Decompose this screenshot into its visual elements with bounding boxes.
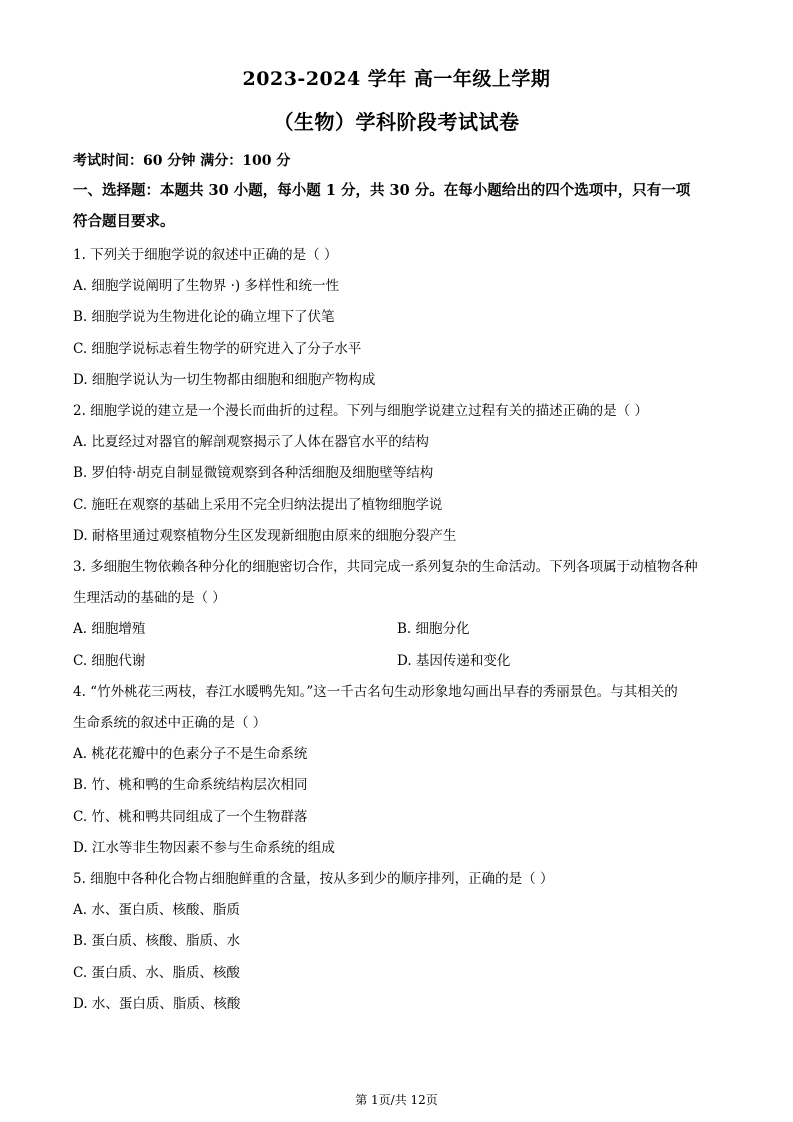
question-4-option-c: C. 竹、桃和鸭共同组成了一个生物群落 [73, 809, 308, 825]
question-3-option-d: D. 基因传递和变化 [397, 653, 511, 669]
question-1-option-d: D. 细胞学说认为一切生物都由细胞和细胞产物构成 [73, 372, 376, 388]
question-4-stem-line1: 4. “竹外桃花三两枝，春江水暖鸭先知。”这一千古名句生动形象地勾画出早春的秀丽景色。与其相关的 [73, 684, 678, 700]
section-heading [73, 175, 733, 237]
question-5-option-b: B. 蛋白质、核酸、脂质、水 [73, 933, 241, 949]
question-3-stem-line2: 生理活动的基础的是（ ） [73, 590, 226, 606]
question-3-option-b: B. 细胞分化 [397, 621, 470, 637]
section-heading-line2: 符合题目要求。 [73, 213, 175, 230]
question-3-stem-line1: 3. 多细胞生物依赖各种分化的细胞密切合作，共同完成一系列复杂的生命活动。下列各项属于动植物各种 [73, 559, 698, 575]
question-2-option-a: A. 比夏经过对器官的解剖观察揭示了人体在器官水平的结构 [73, 434, 429, 450]
page-number: 第 1页/共 12页 [355, 1093, 438, 1107]
question-1-option-b: B. 细胞学说为生物进化论的确立埋下了伏笔 [73, 309, 335, 325]
question-4-option-a: A. 桃花花瓣中的色素分子不是生命系统 [73, 746, 308, 762]
question-4-stem-line2: 生命系统的叙述中正确的是（ ） [73, 715, 267, 731]
question-4-option-d: D. 江水等非生物因素不参与生命系统的组成 [73, 840, 335, 856]
exam-info: 考试时间：60 分钟 满分：100 分 [73, 153, 291, 169]
question-5-option-c: C. 蛋白质、水、脂质、核酸 [73, 965, 240, 981]
question-1-stem: 1. 下列关于细胞学说的叙述中正确的是（ ） [73, 247, 338, 263]
question-5-option-a: A. 水、蛋白质、核酸、脂质 [73, 902, 240, 918]
question-5-option-d: D. 水、蛋白质、脂质、核酸 [73, 996, 241, 1012]
question-3-option-c: C. 细胞代谢 [73, 653, 146, 669]
question-5-stem: 5. 细胞中各种化合物占细胞鲜重的含量，按从多到少的顺序排列，正确的是（ ） [73, 871, 554, 887]
section-heading-line1: 一、选择题：本题共 30 小题，每小题 1 分，共 30 分。在每小题给出的四个选项中，只有一项 [73, 182, 691, 199]
question-2-option-b: B. 罗伯特·胡克自制显微镜观察到各种活细胞及细胞壁等结构 [73, 465, 434, 481]
question-4-option-b: B. 竹、桃和鸭的生命系统结构层次相同 [73, 777, 308, 793]
question-1-option-c: C. 细胞学说标志着生物学的研究进入了分子水平 [73, 341, 362, 357]
question-1-option-a: A. 细胞学说阐明了生物界 ·) 多样性和统一性 [73, 278, 339, 294]
exam-title-line1: 2023-2024 学年 高一年级上学期 [242, 68, 551, 90]
exam-title-line2: （生物）学科阶段考试试卷 [273, 110, 520, 134]
question-2-option-d: D. 耐格里通过观察植物分生区发现新细胞由原来的细胞分裂产生 [73, 528, 457, 544]
question-2-option-c: C. 施旺在观察的基础上采用不完全归纳法提出了植物细胞学说 [73, 497, 443, 513]
question-2-stem: 2. 细胞学说的建立是一个漫长而曲折的过程。下列与细胞学说建立过程有关的描述正确的是（ ） [73, 403, 648, 419]
question-3-option-a: A. 细胞增殖 [73, 621, 146, 637]
